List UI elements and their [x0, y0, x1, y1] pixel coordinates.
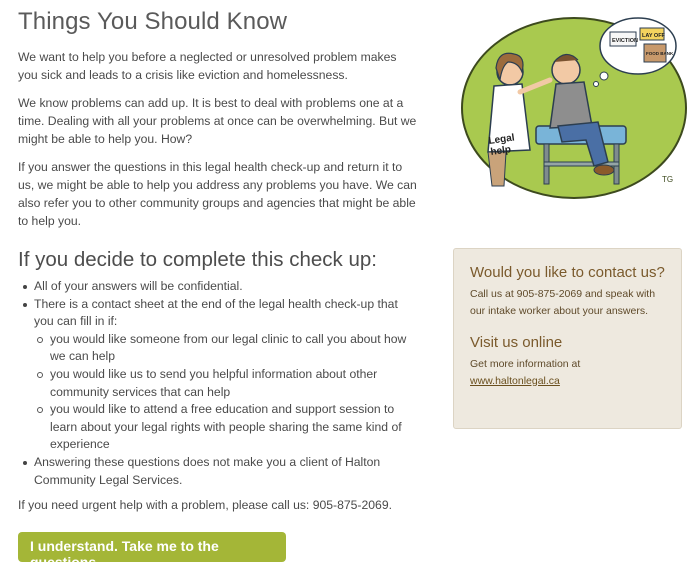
- visit-text: Get more information at: [470, 358, 581, 370]
- coat-label-line1: Legal: [487, 132, 516, 147]
- coat-label-line2: help: [489, 144, 512, 158]
- food-bank-text: FOOD BANK: [646, 51, 674, 56]
- sub-list-item-text: you would like someone from our legal clinic to call you about how we can help: [50, 331, 407, 364]
- sub-list-item: [34, 331, 418, 366]
- eviction-sign-text: EVICTION: [612, 38, 638, 44]
- checkup-list: [18, 278, 418, 489]
- patient-shirt: [550, 82, 592, 128]
- list-item-text: All of your answers will be confidential.: [34, 279, 243, 293]
- legal-checkup-illustration: [458, 10, 690, 200]
- list-item: [18, 278, 418, 296]
- thought-dot: [594, 82, 599, 87]
- page-title: Things You Should Know: [18, 8, 288, 35]
- checkup-paragraph: If you answer the questions in this legal health check-up and return it to us, we might be able to help you address any problems you have. We can also refer you to other community groups and agencies that might be able to help you.: [18, 160, 417, 228]
- layoff-sign-text: LAY OFF: [642, 33, 665, 39]
- thought-dot: [600, 72, 608, 80]
- contact-title: Would you like to contact us?: [470, 264, 665, 281]
- website-link[interactable]: www.haltonlegal.ca: [470, 374, 560, 387]
- contact-text: Call us at 905-875-2069 and speak with our intake worker about your answers.: [470, 288, 656, 317]
- list-item-text: There is a contact sheet at the end of the legal health check-up that you can fill in if:: [34, 296, 398, 329]
- sub-list: [34, 331, 418, 454]
- sub-list-item: [34, 366, 418, 401]
- list-item: [18, 454, 418, 489]
- patient-shoe: [594, 165, 614, 175]
- contact-sidebar: [453, 248, 682, 429]
- start-questions-button[interactable]: I understand. Take me to the questions: [18, 532, 286, 562]
- sub-list-item-text: you would like to attend a free education and support session to learn about your legal rights with people sharing the same kind of experience: [50, 402, 402, 452]
- sub-list-item: [34, 401, 418, 454]
- list-item: [18, 296, 418, 454]
- visit-title: Visit us online: [470, 334, 563, 351]
- artist-signature: TG: [662, 175, 674, 184]
- sub-list-item-text: you would like us to send you helpful information about other community services that can help: [50, 366, 378, 399]
- list-item-text: Answering these questions does not make you a client of Halton Community Legal Services.: [34, 454, 381, 487]
- section-title: If you decide to complete this check up:: [18, 248, 377, 271]
- problems-paragraph: We know problems can add up. It is best to deal with problems one at a time. Dealing with all your problems at once can be overwhelming. But we might be able to help you. How?: [18, 96, 417, 146]
- urgent-help-text: If you need urgent help with a problem, please call us: 905-875-2069.: [18, 498, 392, 512]
- intro-paragraph: We want to help you before a neglected or unresolved problem makes you sick and leads to a crisis like eviction and homelessness.: [18, 50, 397, 82]
